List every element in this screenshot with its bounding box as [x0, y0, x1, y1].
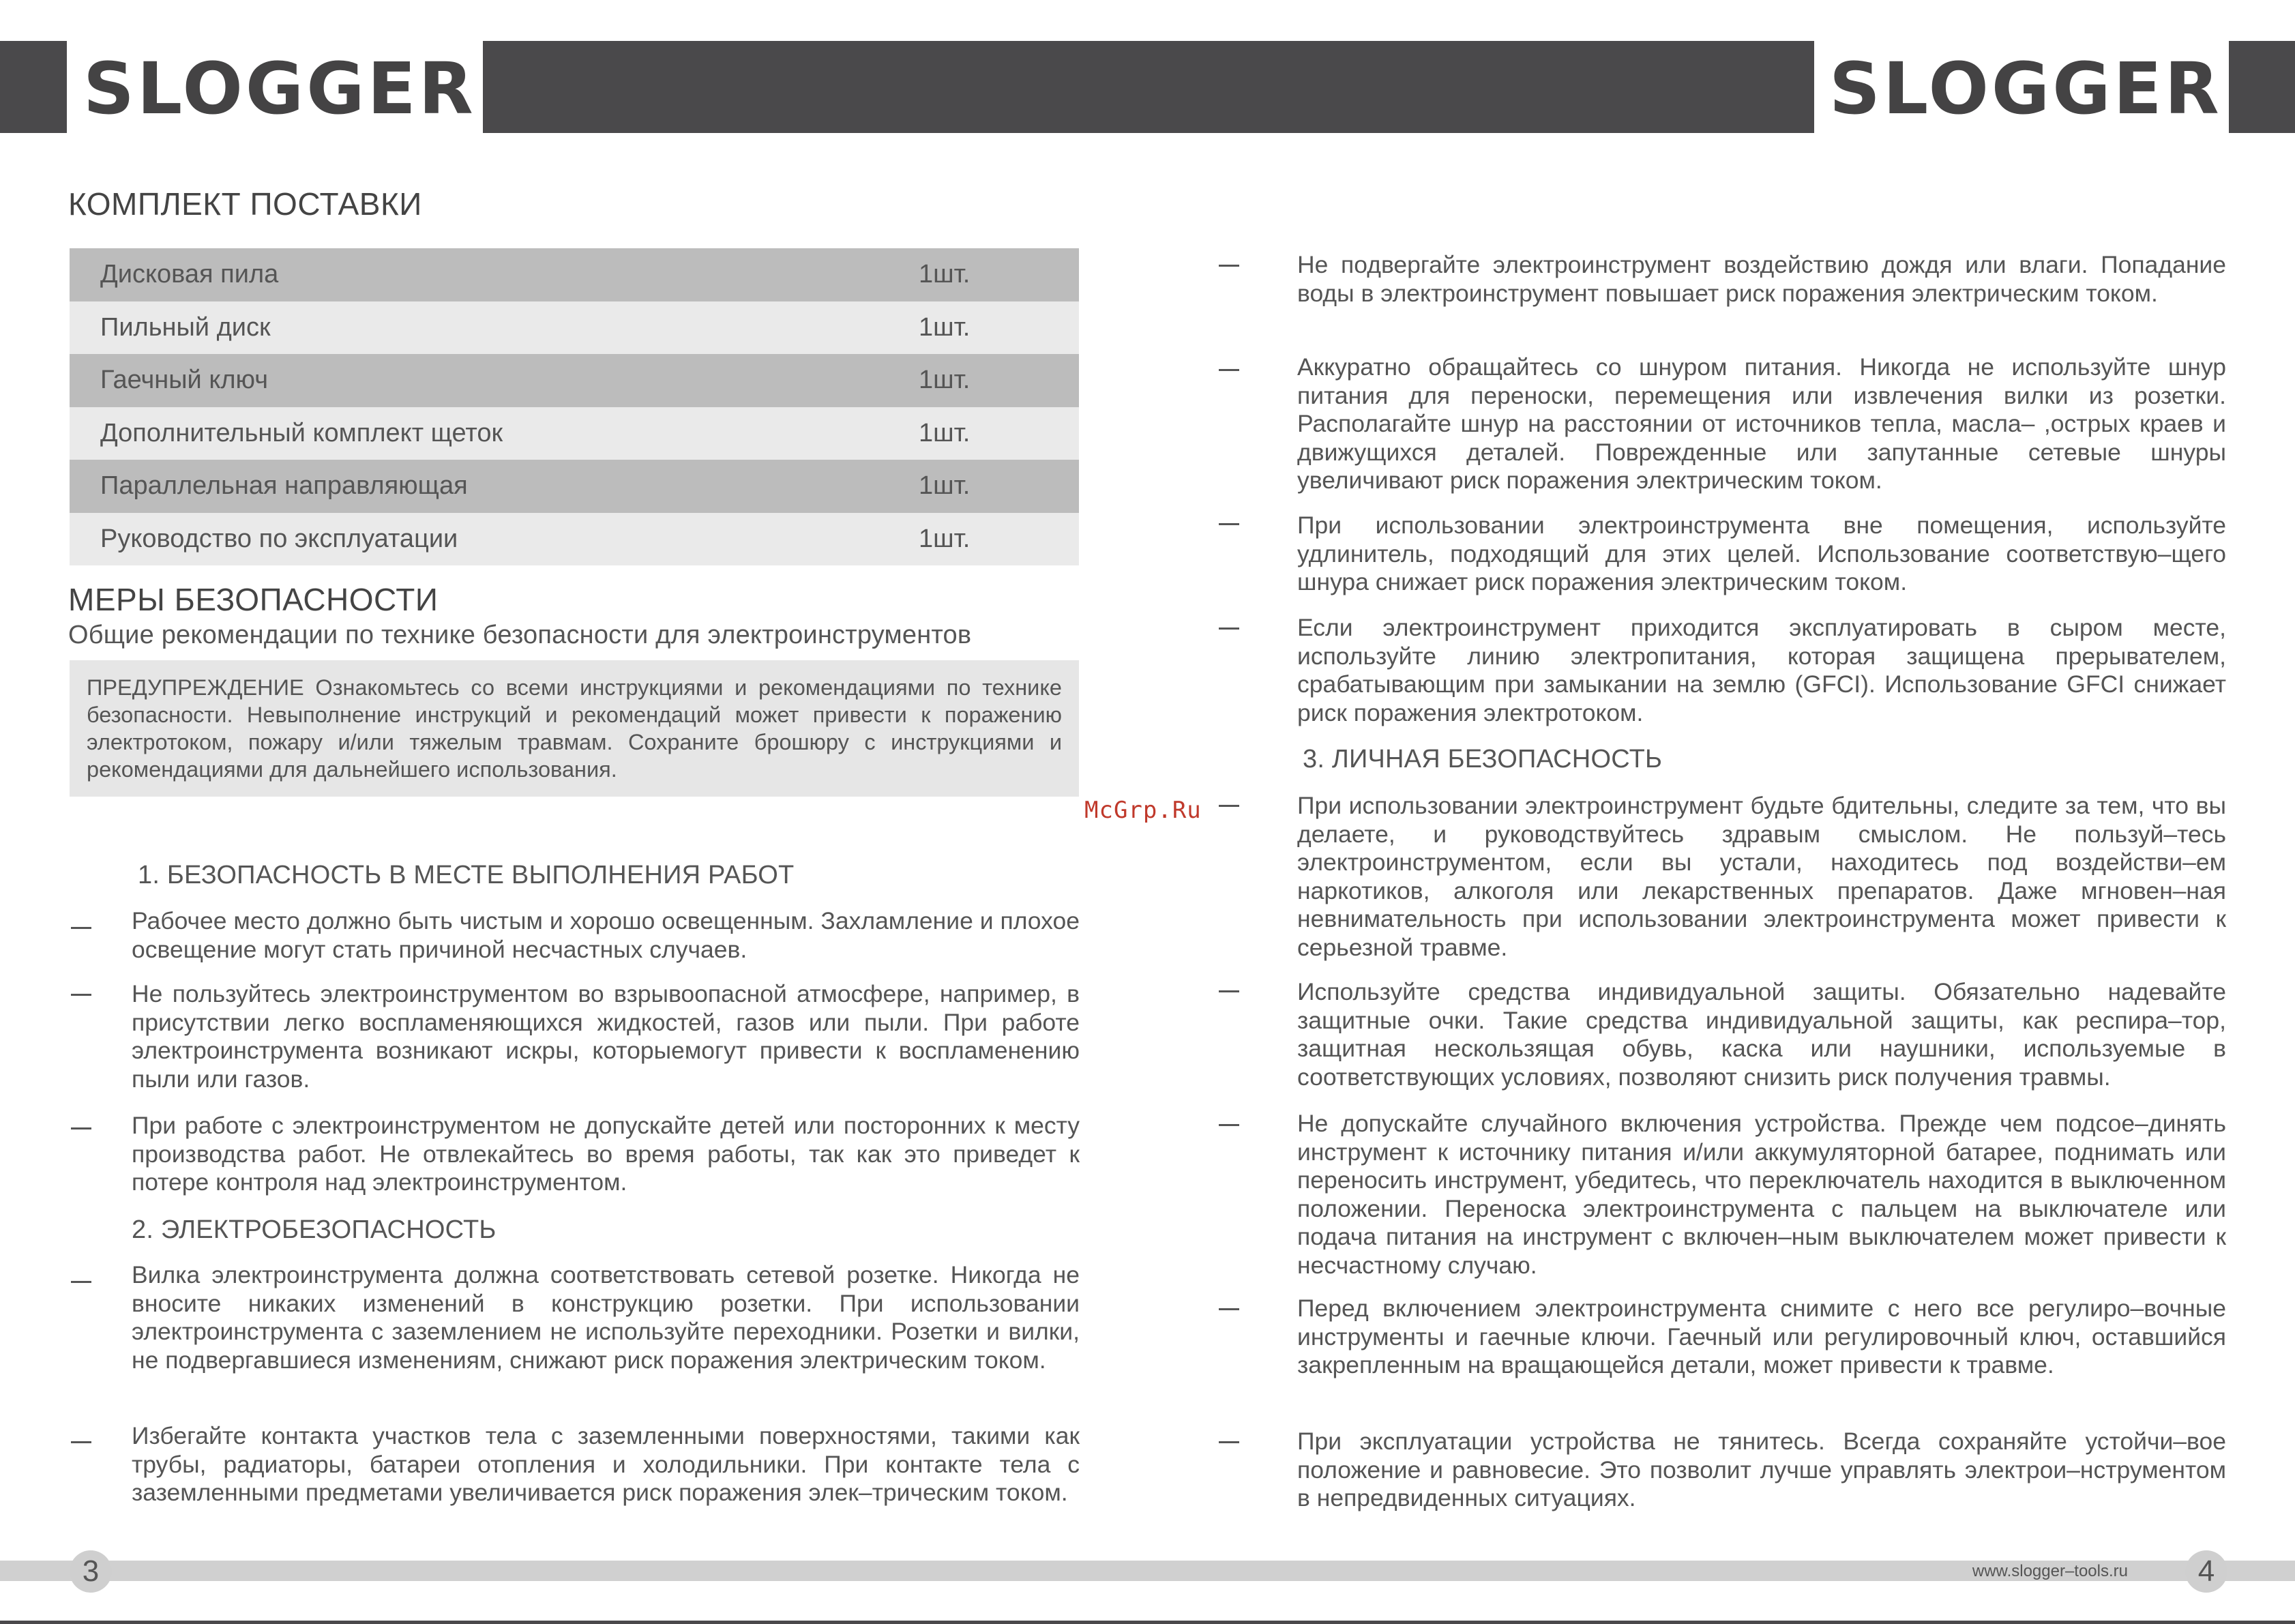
bullet-dash [71, 1281, 91, 1283]
bullet-dash [1219, 523, 1239, 525]
list-item: Вилка электроинструмента должна соответствовать сетевой розетке. Никогда не вносите никаких изменений в конструкцию розетки. При использовании электроинструмента с заземлением не используйте переходники. Розетки и вилки, не подвергавшиеся изменениям, снижают риск поражения электрическим током. [132, 1261, 1080, 1374]
safety-subtitle: Общие рекомендации по технике безопасности для электроинструментов [68, 621, 972, 649]
list-item: Используйте средства индивидуальной защиты. Обязательно надевайте защитные очки. Такие средства индивидуальной защиты, как респира–тор, защитная нескользящая обувь, каска или наушники, используемые в соответствующих условиях, позволяют снизить риск получения травмы. [1297, 978, 2226, 1091]
bullet-dash [71, 994, 91, 996]
bullet-dash [1219, 1124, 1239, 1126]
bullet-dash [1219, 1441, 1239, 1443]
table-row: Пильный диск 1шт. [70, 301, 1079, 355]
list-item: Рабочее место должно быть чистым и хорошо освещенным. Захламление и плохое освещение могут стать причиной несчастных случаев. [132, 907, 1080, 963]
header-edge-left [0, 41, 67, 133]
warning-box: ПРЕДУПРЕЖДЕНИЕ Ознакомьтесь со всеми инструкциями и рекомендациями по технике безопасности. Невыполнение инструкций и рекомендаций может привести к поражению электротоком, пожару и/или тяжелым травмам. Сохраните брошюру с инструкциями и рекомендациями для дальнейшего использования. [70, 660, 1079, 797]
bullet-dash [71, 1441, 91, 1443]
list-item: Если электроинструмент приходится эксплуатировать в сыром месте, используйте линию электропитания, которая защищена прерывателем, срабатывающим при замыкании на землю (GFCI). Использование GFCI снижает риск поражения электротоком. [1297, 614, 2226, 726]
list-item: Перед включением электроинструмента снимите с него все регулиро–вочные инструменты и гаечные ключи. Гаечный или регулировочный ключ, оставшийся закрепленным на вращающейся детали, может привести к травме. [1297, 1295, 2226, 1378]
list-item: Избегайте контакта участков тела с заземленными поверхностями, такими как трубы, радиаторы, батареи отопления и холодильники. При контакте тела с заземленными предметами увеличивается риск поражения элек–трическим током. [132, 1422, 1080, 1506]
table-row: Дополнительный комплект щеток 1шт. [70, 407, 1079, 460]
header-edge-right [2229, 41, 2295, 133]
logo-left: SLOGGER [83, 47, 476, 130]
bullet-dash [71, 927, 91, 929]
list-item: При эксплуатации устройства не тянитесь. Всегда сохраняйте устойчи–вое положение и равновесие. Это позволит лучше управлять электрои–нструментом в непредвиденных ситуациях. [1297, 1428, 2226, 1511]
list-item: Аккуратно обращайтесь со шнуром питания. Никогда не используйте шнур питания для переноски, перемещения или извлечения вилки из розетки. Располагайте шнур на расстоянии от источников тепла, масла– ,острых краев и движущихся деталей. Поврежденные или запутанные сетевые шнуры увеличивают риск поражения электрическим током. [1297, 353, 2226, 494]
bullet-dash [1219, 265, 1239, 267]
site-url: www.slogger–tools.ru [1972, 1562, 2128, 1580]
list-item: При использовании электроинструмента вне помещения, используйте удлинитель, подходящий для этих целей. Использование соответствую–щего шнура снижает риск поражения электрическим током. [1297, 512, 2226, 595]
section-3-title: 3. ЛИЧНАЯ БЕЗОПАСНОСТЬ [1303, 745, 1663, 773]
list-item: Не допускайте случайного включения устройства. Прежде чем подсое–динять инструмент к источнику питания и/или аккумуляторной батарее, поднимать или переносить инструмент, убедитесь, что переключатель находится в выключенном положении. Переноска электроинструмента с пальцем на выключателе или подача питания на инструмент с включен–ным выключателем может привести к несчастному случаю. [1297, 1110, 2226, 1279]
logo-right: SLOGGER [1829, 47, 2222, 130]
table-row: Руководство по эксплуатации 1шт. [70, 513, 1079, 566]
bullet-dash [1219, 369, 1239, 371]
safety-title: МЕРЫ БЕЗОПАСНОСТИ [68, 582, 439, 617]
bullet-dash [1219, 628, 1239, 630]
table-row: Дисковая пила 1шт. [70, 248, 1079, 301]
page-number-left: 3 [70, 1550, 112, 1593]
delivery-title: КОМПЛЕКТ ПОСТАВКИ [68, 186, 422, 222]
bottom-line [0, 1621, 2295, 1624]
section-1-title: 1. БЕЗОПАСНОСТЬ В МЕСТЕ ВЫПОЛНЕНИЯ РАБОТ [138, 861, 795, 889]
header-bar [483, 41, 1814, 133]
table-row: Гаечный ключ 1шт. [70, 354, 1079, 407]
page-number-right: 4 [2185, 1550, 2227, 1593]
list-item: Не пользуйтесь электроинструментом во взрывоопасной атмосфере, например, в присутствии легко воспламеняющихся жидкостей, газов или пыли. При работе электроинструмента возникают искры, которыемогут привести к воспламенению пыли или газов. [132, 980, 1080, 1093]
bullet-dash [1219, 805, 1239, 807]
footer-bar [0, 1561, 2295, 1581]
bullet-dash [1219, 1308, 1239, 1310]
delivery-table [70, 248, 1079, 565]
watermark: McGrp.Ru [1084, 797, 1202, 824]
list-item: При работе с электроинструментом не допускайте детей или посторонних к месту производства работ. Не отвлекайтесь во время работы, так как это приведет к потере контроля над электроинструментом. [132, 1112, 1080, 1196]
list-item: Не подвергайте электроинструмент воздействию дождя или влаги. Попадание воды в электроинструмент повышает риск поражения электрическим током. [1297, 251, 2226, 307]
list-item: При использовании электроинструмент будьте бдительны, следите за тем, что вы делаете, и руководствуйтесь здравым смыслом. Не пользуй–тесь электроинструментом, если вы устали, находитесь под воздействи–ем наркотиков, алкоголя или лекарственных препаратов. Даже мгновен–ная невнимательность при использовании электроинструмента может привести к серьезной травме. [1297, 792, 2226, 961]
bullet-dash [1219, 990, 1239, 992]
bullet-dash [71, 1127, 91, 1130]
section-2-title: 2. ЭЛЕКТРОБЕЗОПАСНОСТЬ [132, 1215, 497, 1244]
table-row: Параллельная направляющая 1шт. [70, 460, 1079, 513]
